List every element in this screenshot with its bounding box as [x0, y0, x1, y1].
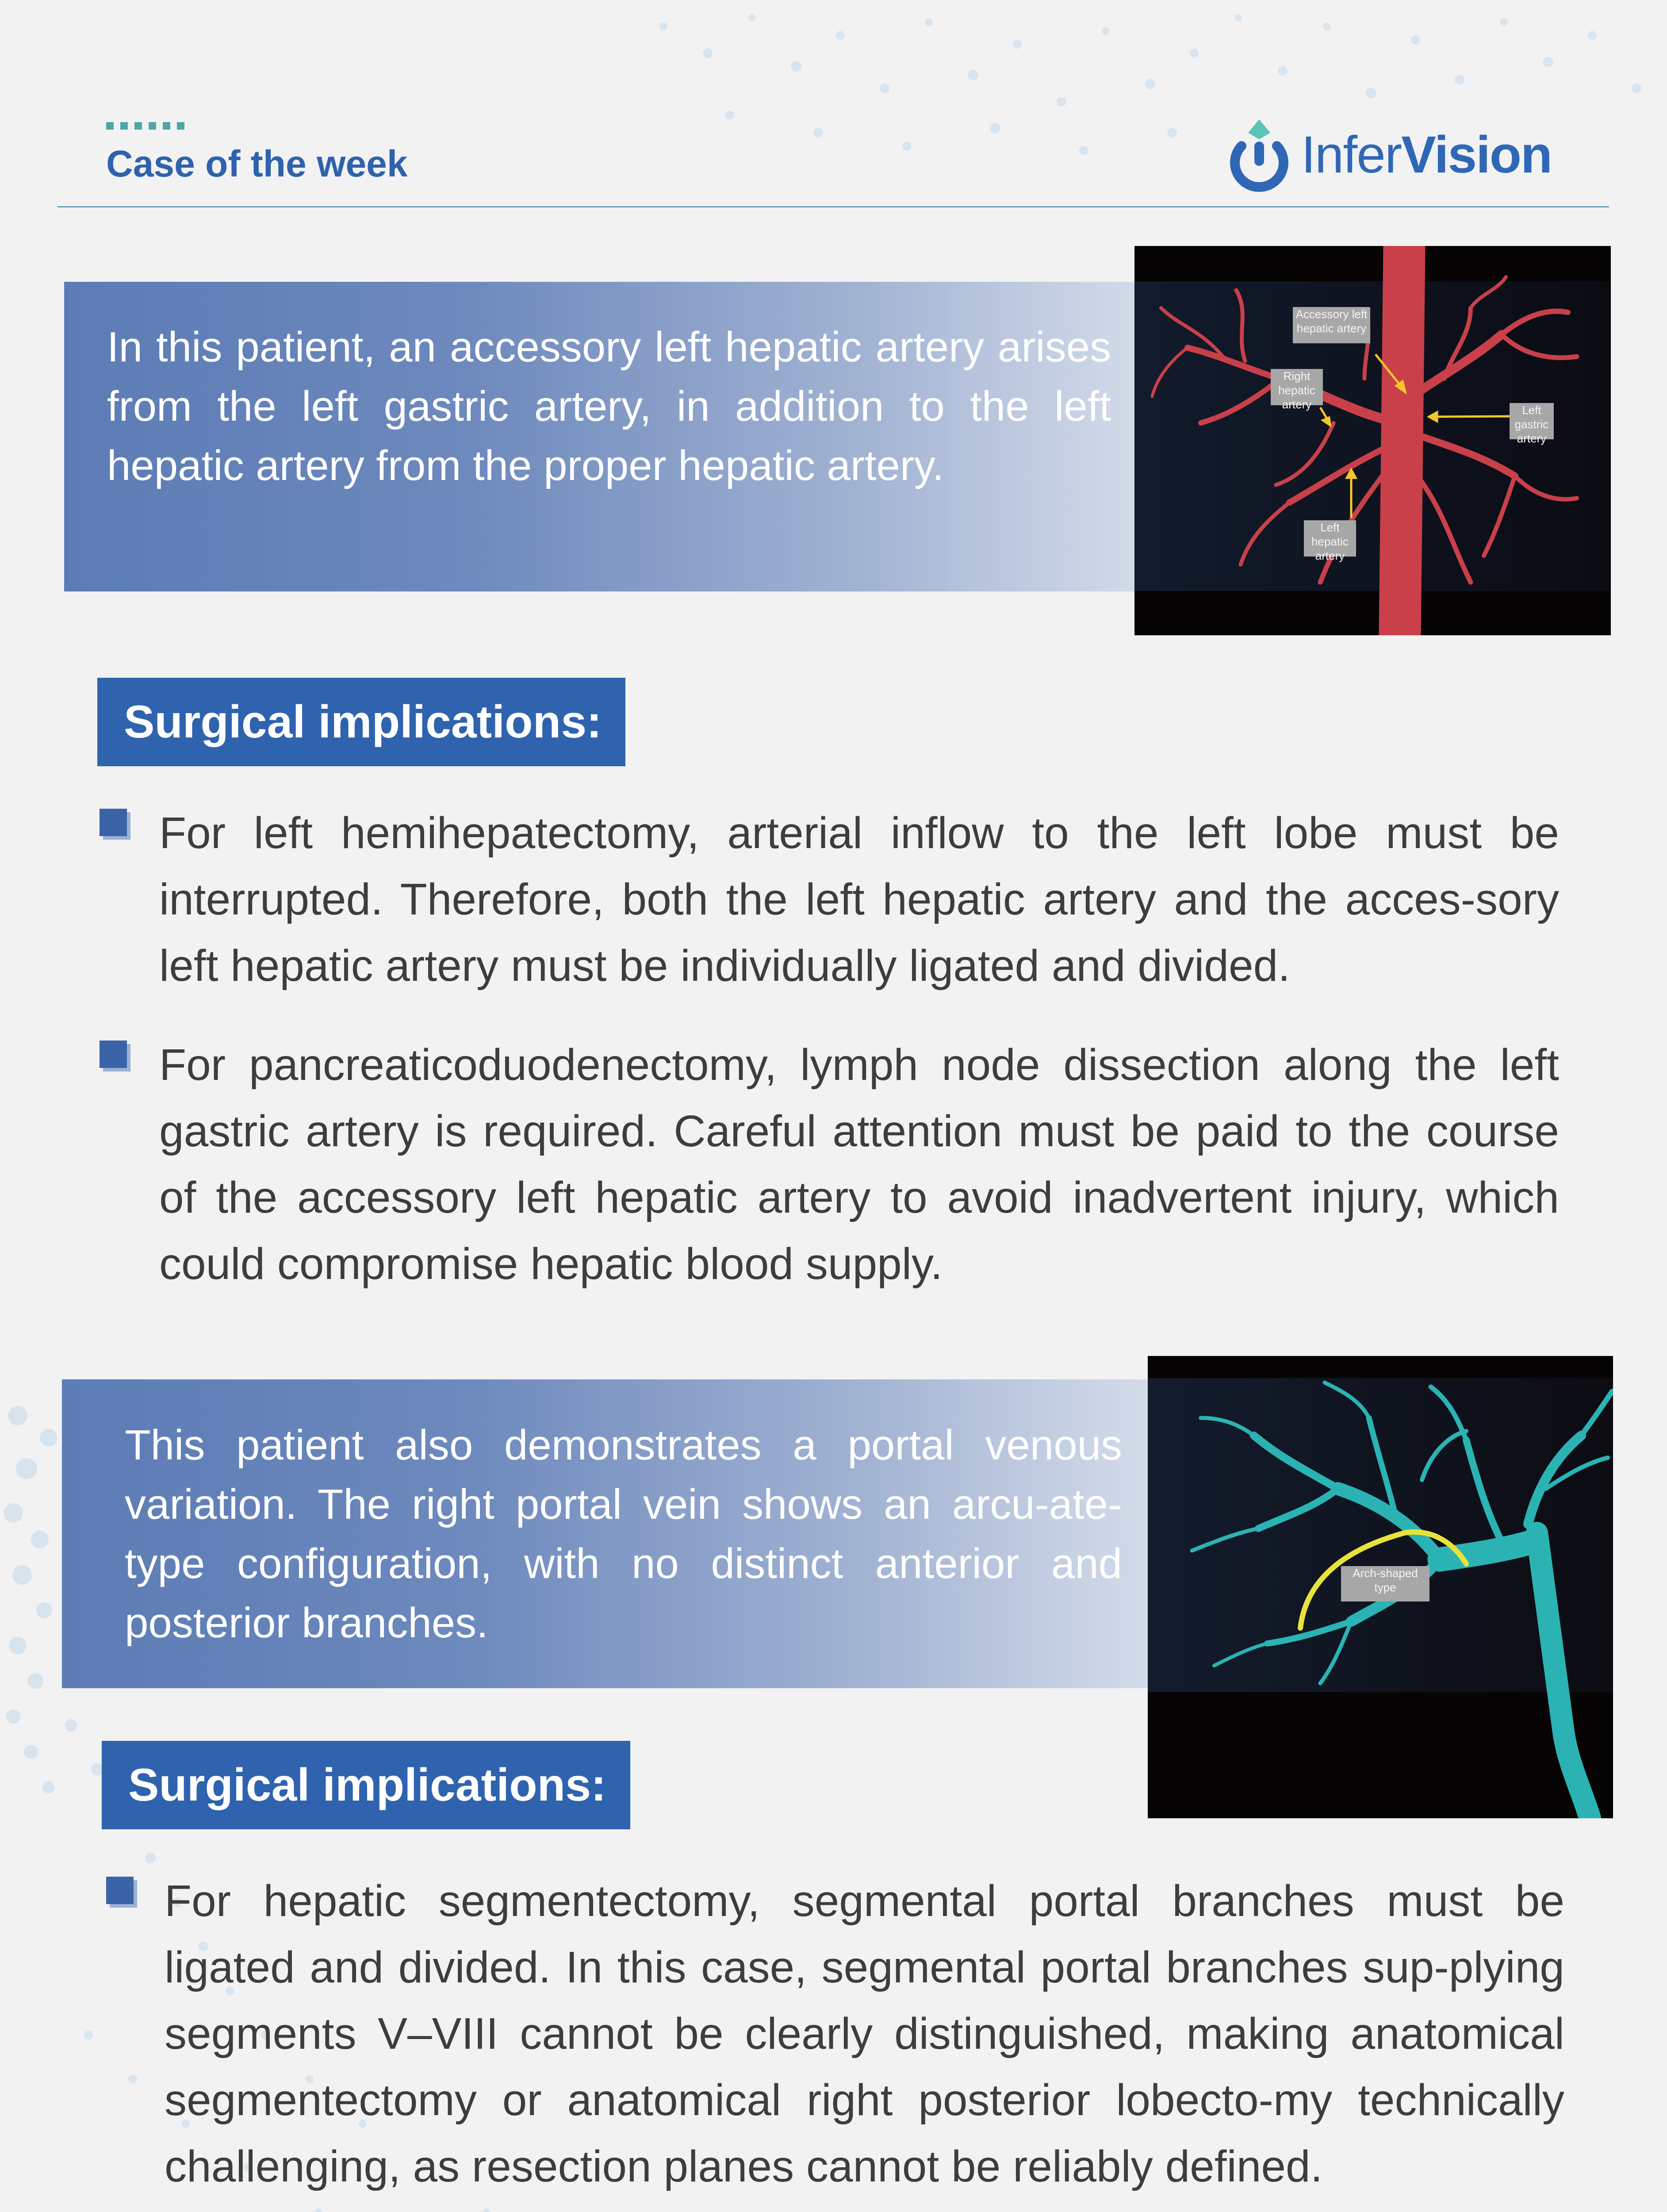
- header-accent-dots: [106, 122, 191, 132]
- left-hepatic-artery-label: Left hepatic artery: [1304, 520, 1356, 557]
- accessory-left-hepatic-artery-label: Accessory left hepatic artery: [1293, 307, 1370, 343]
- header-divider: [57, 206, 1609, 207]
- bullet-marker: [106, 1877, 134, 1904]
- arch-shaped-type-label: Arch-shaped type: [1341, 1566, 1429, 1601]
- case-of-the-week-title: Case of the week: [106, 143, 408, 184]
- artery-bullet-2: For pancreaticoduodenectomy, lymph node dissection along the left gastric artery is required. Careful attention must be paid to the course of the accessory left hepatic artery to avoid inadvertent injury, which could compromise hepatic blood supply.: [159, 1040, 1559, 1289]
- logo-wordmark: [1301, 125, 1552, 185]
- portal-bullet-1: For hepatic segmentectomy, segmental portal branches must be ligated and divided. In this case, segmental portal branches sup-plying segments V–VIII cannot be clearly distinguished, making anatomical segmentectomy or anatomical right posterior lobecto-my technically challenging, as resection planes cannot be reliably defined.: [165, 1876, 1564, 2191]
- bullet-marker: [100, 1041, 127, 1068]
- portal-description-text: This patient also demonstrates a portal venous variation. The right portal vein shows an arcu-ate-type configuration, with no distinct anterior and posterior branches.: [125, 1421, 1122, 1647]
- right-hepatic-artery-label: Right hepatic artery: [1271, 369, 1323, 405]
- infervision-logo-icon: [1226, 115, 1292, 195]
- artery-bullet-1: For left hemihepatectomy, arterial inflow to the left lobe must be interrupted. Therefore, both the left hepatic artery and the acces-sory left hepatic artery must be individually ligated and divided.: [159, 808, 1559, 991]
- logo-suffix: Vision: [1401, 126, 1552, 184]
- artery-description-text: In this patient, an accessory left hepatic artery arises from the left gastric artery, in addition to the left hepatic artery from the proper hepatic artery.: [107, 323, 1111, 489]
- surgical-implications-heading-1: Surgical implications:: [97, 678, 625, 766]
- infervision-logo[interactable]: [1226, 113, 1552, 197]
- hepatic-artery-3d-image: [1134, 246, 1611, 635]
- portal-vein-3d-image: [1148, 1356, 1613, 1818]
- surgical-implications-heading-2: Surgical implications:: [102, 1741, 630, 1829]
- left-gastric-artery-label: Left gastric artery: [1510, 403, 1554, 439]
- logo-prefix: Infer: [1301, 126, 1402, 184]
- bullet-marker: [100, 809, 127, 836]
